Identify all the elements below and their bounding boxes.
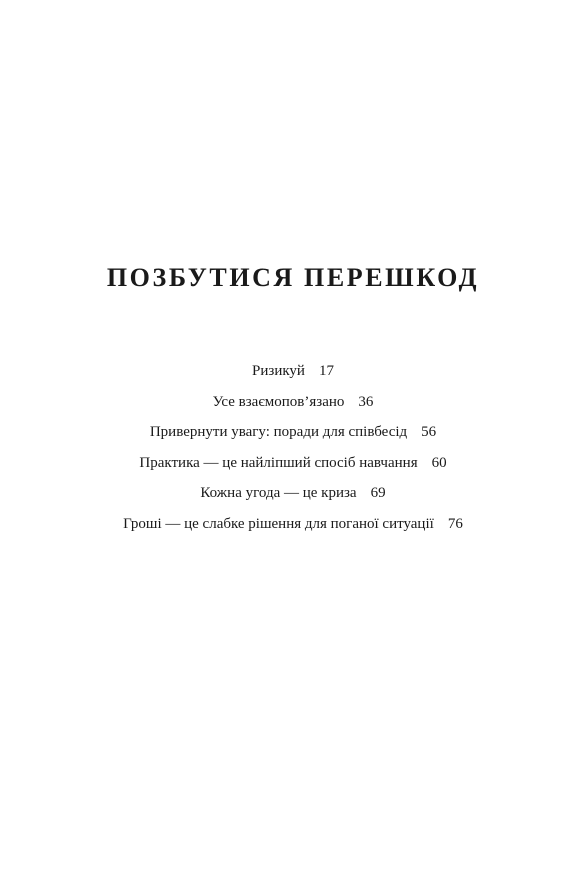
toc-entry-page: 56 (421, 424, 437, 441)
toc-entry-title: Кожна угода — це криза (200, 485, 357, 502)
toc-entry-title: Гроші — це слабке рішення для поганої ситуації (123, 515, 434, 532)
section-title: ПОЗБУТИСЯ ПЕРЕШКОД (106, 263, 480, 292)
toc-entry-deal-crisis (0, 478, 586, 509)
toc-entry-practice (0, 448, 586, 479)
toc-entry-title: Ризикуй (252, 363, 305, 379)
toc-entry-page: 76 (447, 515, 463, 532)
toc-entry-page: 60 (431, 454, 447, 471)
toc-entry-title: Усе взаємопов’язано (212, 393, 345, 410)
toc-entry-page: 69 (370, 485, 386, 502)
table-of-contents (0, 356, 586, 540)
toc-entry-interconnected (0, 387, 586, 418)
toc-entry-interview-tips (0, 417, 586, 448)
toc-entry-title: Практика — це найліпший спосіб навчання (139, 454, 418, 471)
toc-entry-risk (0, 356, 586, 387)
toc-entry-money (0, 509, 586, 540)
toc-entry-page: 17 (318, 363, 334, 379)
toc-entry-title: Привернути увагу: поради для співбесід (149, 424, 408, 441)
toc-entry-page: 36 (358, 393, 374, 410)
